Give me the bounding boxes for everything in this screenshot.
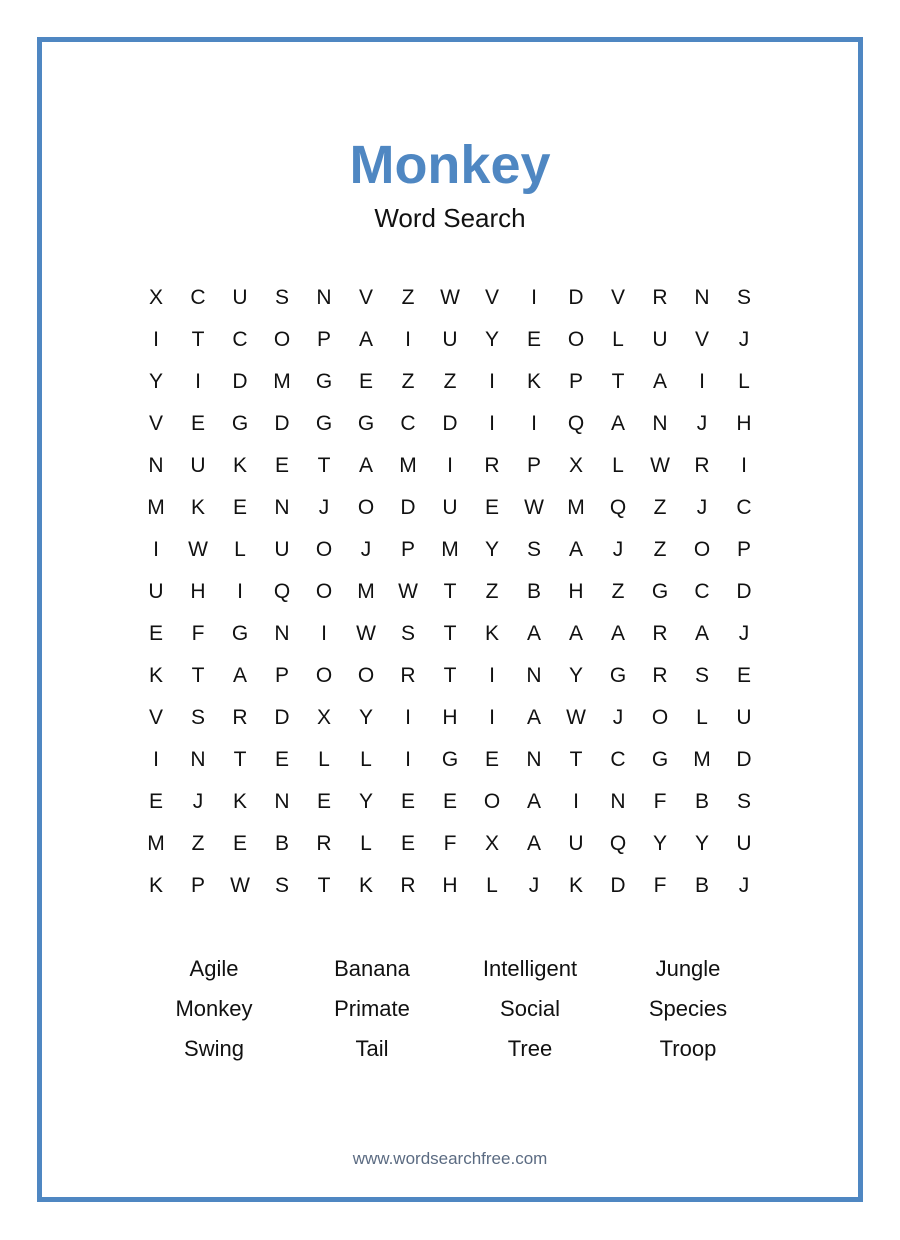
grid-cell[interactable]: Z <box>401 286 415 309</box>
grid-cell[interactable]: T <box>443 664 457 687</box>
word-list-item: Tree <box>507 1036 553 1061</box>
grid-cell[interactable]: R <box>652 664 668 687</box>
grid-cell[interactable]: U <box>148 580 164 603</box>
grid-cell[interactable]: N <box>148 454 164 477</box>
grid-cell[interactable]: F <box>653 790 667 813</box>
grid-cell[interactable]: Y <box>484 328 499 351</box>
grid-cell[interactable]: M <box>441 538 459 561</box>
grid-cell[interactable]: G <box>315 370 333 393</box>
grid-cell[interactable]: K <box>232 790 247 813</box>
grid-cell[interactable]: U <box>736 832 752 855</box>
grid-cell[interactable]: X <box>484 832 499 855</box>
grid-cell[interactable]: W <box>398 580 418 603</box>
grid-cell[interactable]: K <box>526 370 541 393</box>
grid-cell[interactable]: O <box>357 496 375 519</box>
grid-cell[interactable]: U <box>442 328 458 351</box>
grid-cell[interactable]: A <box>358 454 373 477</box>
grid-cell[interactable]: K <box>358 874 373 897</box>
grid-cell[interactable]: T <box>317 874 331 897</box>
grid-cell[interactable]: D <box>274 412 290 435</box>
grid-cell[interactable]: G <box>231 622 249 645</box>
grid-cell[interactable]: J <box>738 328 750 351</box>
grid-cell[interactable]: T <box>233 748 247 771</box>
grid-cell[interactable]: R <box>232 706 248 729</box>
grid-cell[interactable]: W <box>356 622 376 645</box>
grid-cell[interactable]: D <box>568 286 584 309</box>
grid-cell[interactable]: X <box>148 286 163 309</box>
grid-cell[interactable]: I <box>573 790 579 813</box>
grid-cell[interactable]: Y <box>694 832 709 855</box>
grid-cell[interactable]: A <box>526 706 541 729</box>
word-list-item: Tail <box>355 1036 389 1061</box>
grid-cell[interactable]: A <box>568 538 583 561</box>
grid-cell[interactable]: Z <box>191 832 205 855</box>
grid-cell[interactable]: T <box>443 580 457 603</box>
grid-cell[interactable]: E <box>358 370 373 393</box>
grid-cell[interactable]: Z <box>611 580 625 603</box>
grid-cell[interactable]: N <box>274 496 290 519</box>
grid-cell[interactable]: E <box>190 412 205 435</box>
grid-cell[interactable]: T <box>191 664 205 687</box>
grid-cell[interactable]: B <box>694 790 709 813</box>
grid-cell[interactable]: I <box>531 412 537 435</box>
grid-cell[interactable]: C <box>232 328 248 351</box>
grid-cell[interactable]: I <box>321 622 327 645</box>
grid-cell[interactable]: R <box>652 286 668 309</box>
grid-cell[interactable]: H <box>442 706 458 729</box>
grid-cell[interactable]: F <box>443 832 457 855</box>
word-list-item: Jungle <box>655 956 721 981</box>
word-list-item: Species <box>648 996 728 1021</box>
grid-cell[interactable]: E <box>148 790 163 813</box>
grid-cell[interactable]: H <box>442 874 458 897</box>
grid-cell[interactable]: P <box>568 370 583 393</box>
grid-cell[interactable]: I <box>237 580 243 603</box>
grid-cell[interactable]: M <box>273 370 291 393</box>
grid-cell[interactable]: I <box>153 748 159 771</box>
grid-cell[interactable]: L <box>318 748 330 771</box>
grid-cell[interactable]: E <box>400 790 415 813</box>
page-title: Monkey <box>349 135 551 195</box>
grid-cell[interactable]: J <box>528 874 540 897</box>
grid-cell[interactable]: A <box>526 832 541 855</box>
grid-cell[interactable]: V <box>148 706 163 729</box>
grid-cell[interactable]: L <box>360 748 372 771</box>
grid-cell[interactable]: A <box>694 622 709 645</box>
grid-cell[interactable]: J <box>360 538 372 561</box>
grid-cell[interactable]: Z <box>401 370 415 393</box>
grid-cell[interactable]: R <box>400 874 416 897</box>
grid-cell[interactable]: Y <box>484 538 499 561</box>
grid-cell[interactable]: D <box>274 706 290 729</box>
grid-cell[interactable]: C <box>694 580 710 603</box>
grid-cell[interactable]: R <box>694 454 710 477</box>
word-list-item: Primate <box>334 996 410 1021</box>
grid-cell[interactable]: E <box>232 832 247 855</box>
grid-cell[interactable]: G <box>231 412 249 435</box>
grid-cell[interactable]: P <box>736 538 751 561</box>
grid-cell[interactable]: G <box>441 748 459 771</box>
grid-cell[interactable]: A <box>568 622 583 645</box>
grid-cell[interactable]: E <box>484 748 499 771</box>
grid-cell[interactable]: R <box>484 454 500 477</box>
grid-cell[interactable]: M <box>357 580 375 603</box>
grid-cell[interactable]: E <box>526 328 541 351</box>
grid-cell[interactable]: I <box>489 664 495 687</box>
grid-cell[interactable]: M <box>147 832 165 855</box>
grid-cell[interactable]: I <box>489 370 495 393</box>
word-list <box>135 951 767 1071</box>
word-list-item: Banana <box>334 956 410 981</box>
grid-cell[interactable]: M <box>693 748 711 771</box>
grid-cell[interactable]: O <box>315 538 333 561</box>
grid-cell[interactable]: A <box>526 622 541 645</box>
grid-cell[interactable]: W <box>524 496 544 519</box>
grid-cell[interactable]: L <box>360 832 372 855</box>
grid-cell[interactable]: N <box>652 412 668 435</box>
grid-cell[interactable]: A <box>232 664 247 687</box>
grid-cell[interactable]: N <box>526 748 542 771</box>
grid-cell[interactable]: U <box>190 454 206 477</box>
grid-cell[interactable]: I <box>405 706 411 729</box>
grid-cell[interactable]: A <box>610 412 625 435</box>
grid-cell[interactable]: U <box>652 328 668 351</box>
grid-cell[interactable]: K <box>484 622 499 645</box>
grid-cell[interactable]: D <box>400 496 416 519</box>
grid-cell[interactable]: J <box>612 706 624 729</box>
grid-cell[interactable]: U <box>274 538 290 561</box>
grid-cell[interactable]: K <box>148 664 163 687</box>
grid-cell[interactable]: T <box>317 454 331 477</box>
grid-cell[interactable]: O <box>315 664 333 687</box>
grid-cell[interactable]: T <box>569 748 583 771</box>
grid-cell[interactable]: V <box>484 286 499 309</box>
grid-cell[interactable]: E <box>400 832 415 855</box>
grid-cell[interactable]: G <box>609 664 627 687</box>
word-list-item: Agile <box>189 956 239 981</box>
grid-cell[interactable]: C <box>736 496 752 519</box>
grid-cell[interactable]: M <box>147 496 165 519</box>
grid-cell[interactable]: I <box>405 328 411 351</box>
grid-cell[interactable]: P <box>526 454 541 477</box>
grid-cell[interactable]: Y <box>148 370 163 393</box>
grid-cell[interactable]: E <box>274 748 289 771</box>
grid-cell[interactable]: S <box>400 622 415 645</box>
grid-cell[interactable]: Z <box>653 538 667 561</box>
word-list-item: Troop <box>659 1036 717 1061</box>
grid-cell[interactable]: T <box>443 622 457 645</box>
grid-cell[interactable]: C <box>190 286 206 309</box>
grid-cell[interactable]: N <box>190 748 206 771</box>
grid-cell[interactable]: G <box>651 748 669 771</box>
grid-cell[interactable]: Q <box>609 832 627 855</box>
grid-cell[interactable]: V <box>610 286 625 309</box>
grid-cell[interactable]: Q <box>567 412 585 435</box>
word-list-item: Social <box>500 996 560 1021</box>
grid-cell[interactable]: S <box>526 538 541 561</box>
grid-cell[interactable]: J <box>738 874 750 897</box>
grid-cell[interactable]: K <box>190 496 205 519</box>
grid-cell[interactable]: N <box>274 622 290 645</box>
grid-cell[interactable]: K <box>568 874 583 897</box>
word-list-item: Intelligent <box>482 956 578 981</box>
grid-cell[interactable]: S <box>736 286 751 309</box>
grid-cell[interactable]: E <box>316 790 331 813</box>
grid-cell[interactable]: O <box>567 328 585 351</box>
grid-cell[interactable]: O <box>357 664 375 687</box>
grid-cell[interactable]: A <box>526 790 541 813</box>
grid-cell[interactable]: P <box>400 538 415 561</box>
grid-cell[interactable]: L <box>234 538 246 561</box>
grid-cell[interactable]: J <box>738 622 750 645</box>
grid-cell[interactable]: N <box>610 790 626 813</box>
grid-cell[interactable]: Q <box>273 580 291 603</box>
grid-cell[interactable]: V <box>358 286 373 309</box>
grid-cell[interactable]: J <box>318 496 330 519</box>
grid-cell[interactable]: H <box>736 412 752 435</box>
grid-cell[interactable]: U <box>442 496 458 519</box>
grid-cell[interactable]: S <box>736 790 751 813</box>
grid-cell[interactable]: F <box>191 622 205 645</box>
grid-cell[interactable]: T <box>191 328 205 351</box>
grid-cell[interactable]: E <box>148 622 163 645</box>
grid-cell[interactable]: S <box>190 706 205 729</box>
grid-cell[interactable]: W <box>650 454 670 477</box>
grid-cell[interactable]: V <box>694 328 709 351</box>
letter-grid <box>135 277 765 907</box>
grid-cell[interactable]: R <box>652 622 668 645</box>
grid-cell[interactable]: K <box>148 874 163 897</box>
grid-cell[interactable]: U <box>736 706 752 729</box>
grid-cell[interactable]: E <box>736 664 751 687</box>
grid-cell[interactable]: K <box>232 454 247 477</box>
grid-cell[interactable]: C <box>610 748 626 771</box>
grid-cell[interactable]: Y <box>358 706 373 729</box>
grid-cell[interactable]: I <box>405 748 411 771</box>
grid-cell[interactable]: O <box>693 538 711 561</box>
grid-cell[interactable]: D <box>442 412 458 435</box>
grid-cell[interactable]: W <box>188 538 208 561</box>
grid-cell[interactable]: J <box>696 412 708 435</box>
grid-cell[interactable]: L <box>486 874 498 897</box>
grid-cell[interactable]: F <box>653 874 667 897</box>
grid-cell[interactable]: P <box>316 328 331 351</box>
grid-cell[interactable]: E <box>484 496 499 519</box>
grid-cell[interactable]: Z <box>443 370 457 393</box>
grid-cell[interactable]: Y <box>652 832 667 855</box>
grid-cell[interactable]: I <box>153 328 159 351</box>
grid-cell[interactable]: G <box>315 412 333 435</box>
grid-cell[interactable]: E <box>442 790 457 813</box>
grid-cell[interactable]: I <box>489 412 495 435</box>
grid-cell[interactable]: A <box>358 328 373 351</box>
grid-cell[interactable]: I <box>741 454 747 477</box>
grid-cell[interactable]: M <box>399 454 417 477</box>
grid-cell[interactable]: S <box>694 664 709 687</box>
grid-cell[interactable]: O <box>273 328 291 351</box>
grid-cell[interactable]: I <box>489 706 495 729</box>
grid-cell[interactable]: Q <box>609 496 627 519</box>
word-list-item: Swing <box>184 1036 244 1061</box>
grid-cell[interactable]: P <box>274 664 289 687</box>
grid-cell[interactable]: W <box>230 874 250 897</box>
grid-cell[interactable]: N <box>526 664 542 687</box>
grid-cell[interactable]: B <box>694 874 709 897</box>
grid-cell[interactable]: N <box>316 286 332 309</box>
grid-cell[interactable]: X <box>568 454 583 477</box>
grid-cell[interactable]: R <box>316 832 332 855</box>
grid-cell[interactable]: U <box>232 286 248 309</box>
grid-cell[interactable]: J <box>612 538 624 561</box>
grid-cell[interactable]: C <box>400 412 416 435</box>
grid-cell[interactable]: J <box>696 496 708 519</box>
grid-cell[interactable]: D <box>736 748 752 771</box>
grid-cell[interactable]: N <box>274 790 290 813</box>
grid-cell[interactable]: S <box>274 874 289 897</box>
grid-cell[interactable]: T <box>611 370 625 393</box>
grid-cell[interactable]: S <box>274 286 289 309</box>
grid-cell[interactable]: R <box>400 664 416 687</box>
grid-cell[interactable]: W <box>566 706 586 729</box>
grid-cell[interactable]: U <box>568 832 584 855</box>
grid-cell[interactable]: J <box>192 790 204 813</box>
grid-cell[interactable]: W <box>440 286 460 309</box>
grid-cell[interactable]: I <box>699 370 705 393</box>
grid-cell[interactable]: I <box>531 286 537 309</box>
page-subtitle: Word Search <box>374 203 526 233</box>
grid-cell[interactable]: O <box>483 790 501 813</box>
grid-cell[interactable]: O <box>651 706 669 729</box>
word-list-item: Monkey <box>175 996 253 1021</box>
grid-cell[interactable]: L <box>612 328 624 351</box>
grid-cell[interactable]: H <box>190 580 206 603</box>
grid-cell[interactable]: B <box>274 832 289 855</box>
grid-cell[interactable]: D <box>736 580 752 603</box>
grid-cell[interactable]: Y <box>358 790 373 813</box>
grid-cell[interactable]: N <box>694 286 710 309</box>
grid-cell[interactable]: I <box>195 370 201 393</box>
grid-cell[interactable]: D <box>610 874 626 897</box>
grid-cell[interactable]: V <box>148 412 163 435</box>
grid-cell[interactable]: A <box>652 370 667 393</box>
grid-cell[interactable]: Z <box>653 496 667 519</box>
grid-cell[interactable]: P <box>190 874 205 897</box>
footer-website[interactable]: www.wordsearchfree.com <box>352 1149 548 1168</box>
grid-cell[interactable]: O <box>315 580 333 603</box>
grid-cell[interactable]: I <box>447 454 453 477</box>
grid-cell[interactable]: D <box>232 370 248 393</box>
grid-cell[interactable]: I <box>153 538 159 561</box>
grid-cell[interactable]: L <box>696 706 708 729</box>
grid-cell[interactable]: E <box>232 496 247 519</box>
grid-cell[interactable]: B <box>526 580 541 603</box>
grid-cell[interactable]: L <box>738 370 750 393</box>
grid-cell[interactable]: X <box>316 706 331 729</box>
grid-cell[interactable]: L <box>612 454 624 477</box>
grid-cell[interactable]: M <box>567 496 585 519</box>
grid-cell[interactable]: A <box>610 622 625 645</box>
grid-cell[interactable]: Y <box>568 664 583 687</box>
grid-cell[interactable]: E <box>274 454 289 477</box>
grid-cell[interactable]: G <box>651 580 669 603</box>
grid-cell[interactable]: G <box>357 412 375 435</box>
grid-cell[interactable]: H <box>568 580 584 603</box>
grid-cell[interactable]: Z <box>485 580 499 603</box>
